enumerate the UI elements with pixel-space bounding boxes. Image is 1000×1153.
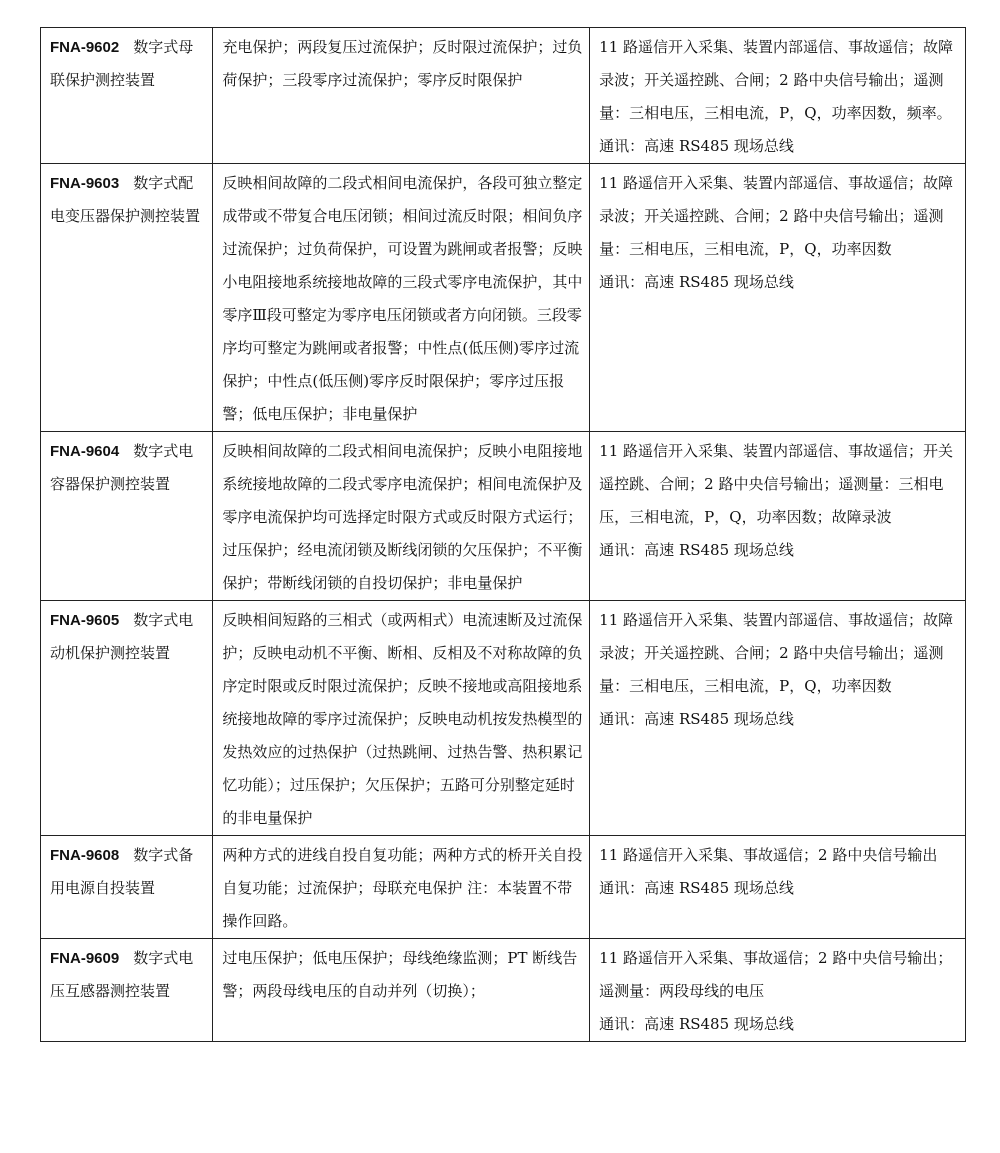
device-name: 数字式电压互感器测控装置 — [50, 949, 194, 1000]
measurement-cell — [590, 28, 966, 164]
communication-text: 通讯：高速 RS485 现场总线 — [599, 137, 794, 155]
model-number: FNA-9609 — [50, 950, 120, 967]
device-cell — [41, 601, 213, 836]
device-cell — [41, 432, 213, 601]
table-row — [41, 836, 966, 939]
measurement-cell — [590, 836, 966, 939]
communication-text: 通讯：高速 RS485 现场总线 — [599, 1015, 794, 1033]
device-cell — [41, 836, 213, 939]
communication-text: 通讯：高速 RS485 现场总线 — [599, 879, 794, 897]
product-spec-table — [40, 27, 966, 1042]
measurement-text: 11 路遥信开入采集、事故遥信；2 路中央信号输出；遥测量：两段母线的电压 — [599, 949, 953, 1000]
measurement-text: 11 路遥信开入采集、装置内部遥信、事故遥信；故障录波；开关遥控跳、合闸；2 路中央信号输出；遥测量：三相电压，三相电流，P，Q，功率因数，频率。 — [599, 38, 954, 122]
protection-cell: 反映相间短路的三相式（或两相式）电流速断及过流保护；反映电动机不平衡、断相、反相及不对称故障的负序定时限或反时限过流保护；反映不接地或高阻接地系统接地故障的零序过流保护；反映电动机按发热模型的发热效应的过热保护（过热跳闸、过热告警、热积累记忆功能）；过压保护；欠压保护；五路可分别整定延时的非电量保护 — [213, 601, 590, 836]
protection-cell: 反映相间故障的二段式相间电流保护，各段可独立整定成带或不带复合电压闭锁；相间过流反时限；相间负序过流保护；过负荷保护，可设置为跳闸或者报警；反映小电阻接地系统接地故障的三段式零序电流保护，其中零序Ⅲ段可整定为零序电压闭锁或者方向闭锁。三段零序均可整定为跳闸或者报警；中性点(低压侧)零序过流保护；中性点(低压侧)零序反时限保护；零序过压报警；低电压保护；非电量保护 — [213, 164, 590, 432]
table-row — [41, 601, 966, 836]
measurement-text: 11 路遥信开入采集、装置内部遥信、事故遥信；故障录波；开关遥控跳、合闸；2 路中央信号输出；遥测量：三相电压，三相电流，P，Q，功率因数 — [599, 611, 954, 695]
device-name: 数字式备用电源自投装置 — [50, 846, 194, 897]
model-number: FNA-9602 — [50, 39, 120, 56]
model-number: FNA-9605 — [50, 612, 120, 629]
table-row — [41, 28, 966, 164]
model-number: FNA-9608 — [50, 847, 120, 864]
communication-text: 通讯：高速 RS485 现场总线 — [599, 273, 794, 291]
communication-text: 通讯：高速 RS485 现场总线 — [599, 541, 794, 559]
protection-cell: 反映相间故障的二段式相间电流保护；反映小电阻接地系统接地故障的二段式零序电流保护；相间电流保护及零序电流保护均可选择定时限方式或反时限方式运行；过压保护；经电流闭锁及断线闭锁的欠压保护；不平衡保护；带断线闭锁的自投切保护；非电量保护 — [213, 432, 590, 601]
measurement-text: 11 路遥信开入采集、装置内部遥信、事故遥信；开关遥控跳、合闸；2 路中央信号输出；遥测量：三相电压，三相电流，P，Q，功率因数；故障录波 — [599, 442, 954, 526]
protection-cell: 过电压保护；低电压保护；母线绝缘监测；PT 断线告警；两段母线电压的自动并列（切换）； — [213, 939, 590, 1042]
protection-cell: 两种方式的进线自投自复功能；两种方式的桥开关自投自复功能；过流保护；母联充电保护 注：本装置不带操作回路。 — [213, 836, 590, 939]
device-name: 数字式电容器保护测控装置 — [50, 442, 194, 493]
measurement-cell — [590, 164, 966, 432]
protection-cell: 充电保护；两段复压过流保护；反时限过流保护；过负荷保护；三段零序过流保护；零序反时限保护 — [213, 28, 590, 164]
device-name: 数字式配电变压器保护测控装置 — [50, 174, 201, 225]
device-cell — [41, 939, 213, 1042]
device-name: 数字式母联保护测控装置 — [50, 38, 194, 89]
model-number: FNA-9604 — [50, 443, 120, 460]
communication-text: 通讯：高速 RS485 现场总线 — [599, 710, 794, 728]
measurement-text: 11 路遥信开入采集、装置内部遥信、事故遥信；故障录波；开关遥控跳、合闸；2 路中央信号输出；遥测量：三相电压，三相电流，P，Q，功率因数 — [599, 174, 954, 258]
measurement-cell — [590, 601, 966, 836]
model-number: FNA-9603 — [50, 175, 120, 192]
table-row — [41, 939, 966, 1042]
table-row — [41, 432, 966, 601]
device-cell — [41, 164, 213, 432]
device-cell — [41, 28, 213, 164]
measurement-cell — [590, 432, 966, 601]
measurement-text: 11 路遥信开入采集、事故遥信；2 路中央信号输出 — [599, 846, 938, 864]
table-row — [41, 164, 966, 432]
device-name: 数字式电动机保护测控装置 — [50, 611, 194, 662]
measurement-cell — [590, 939, 966, 1042]
